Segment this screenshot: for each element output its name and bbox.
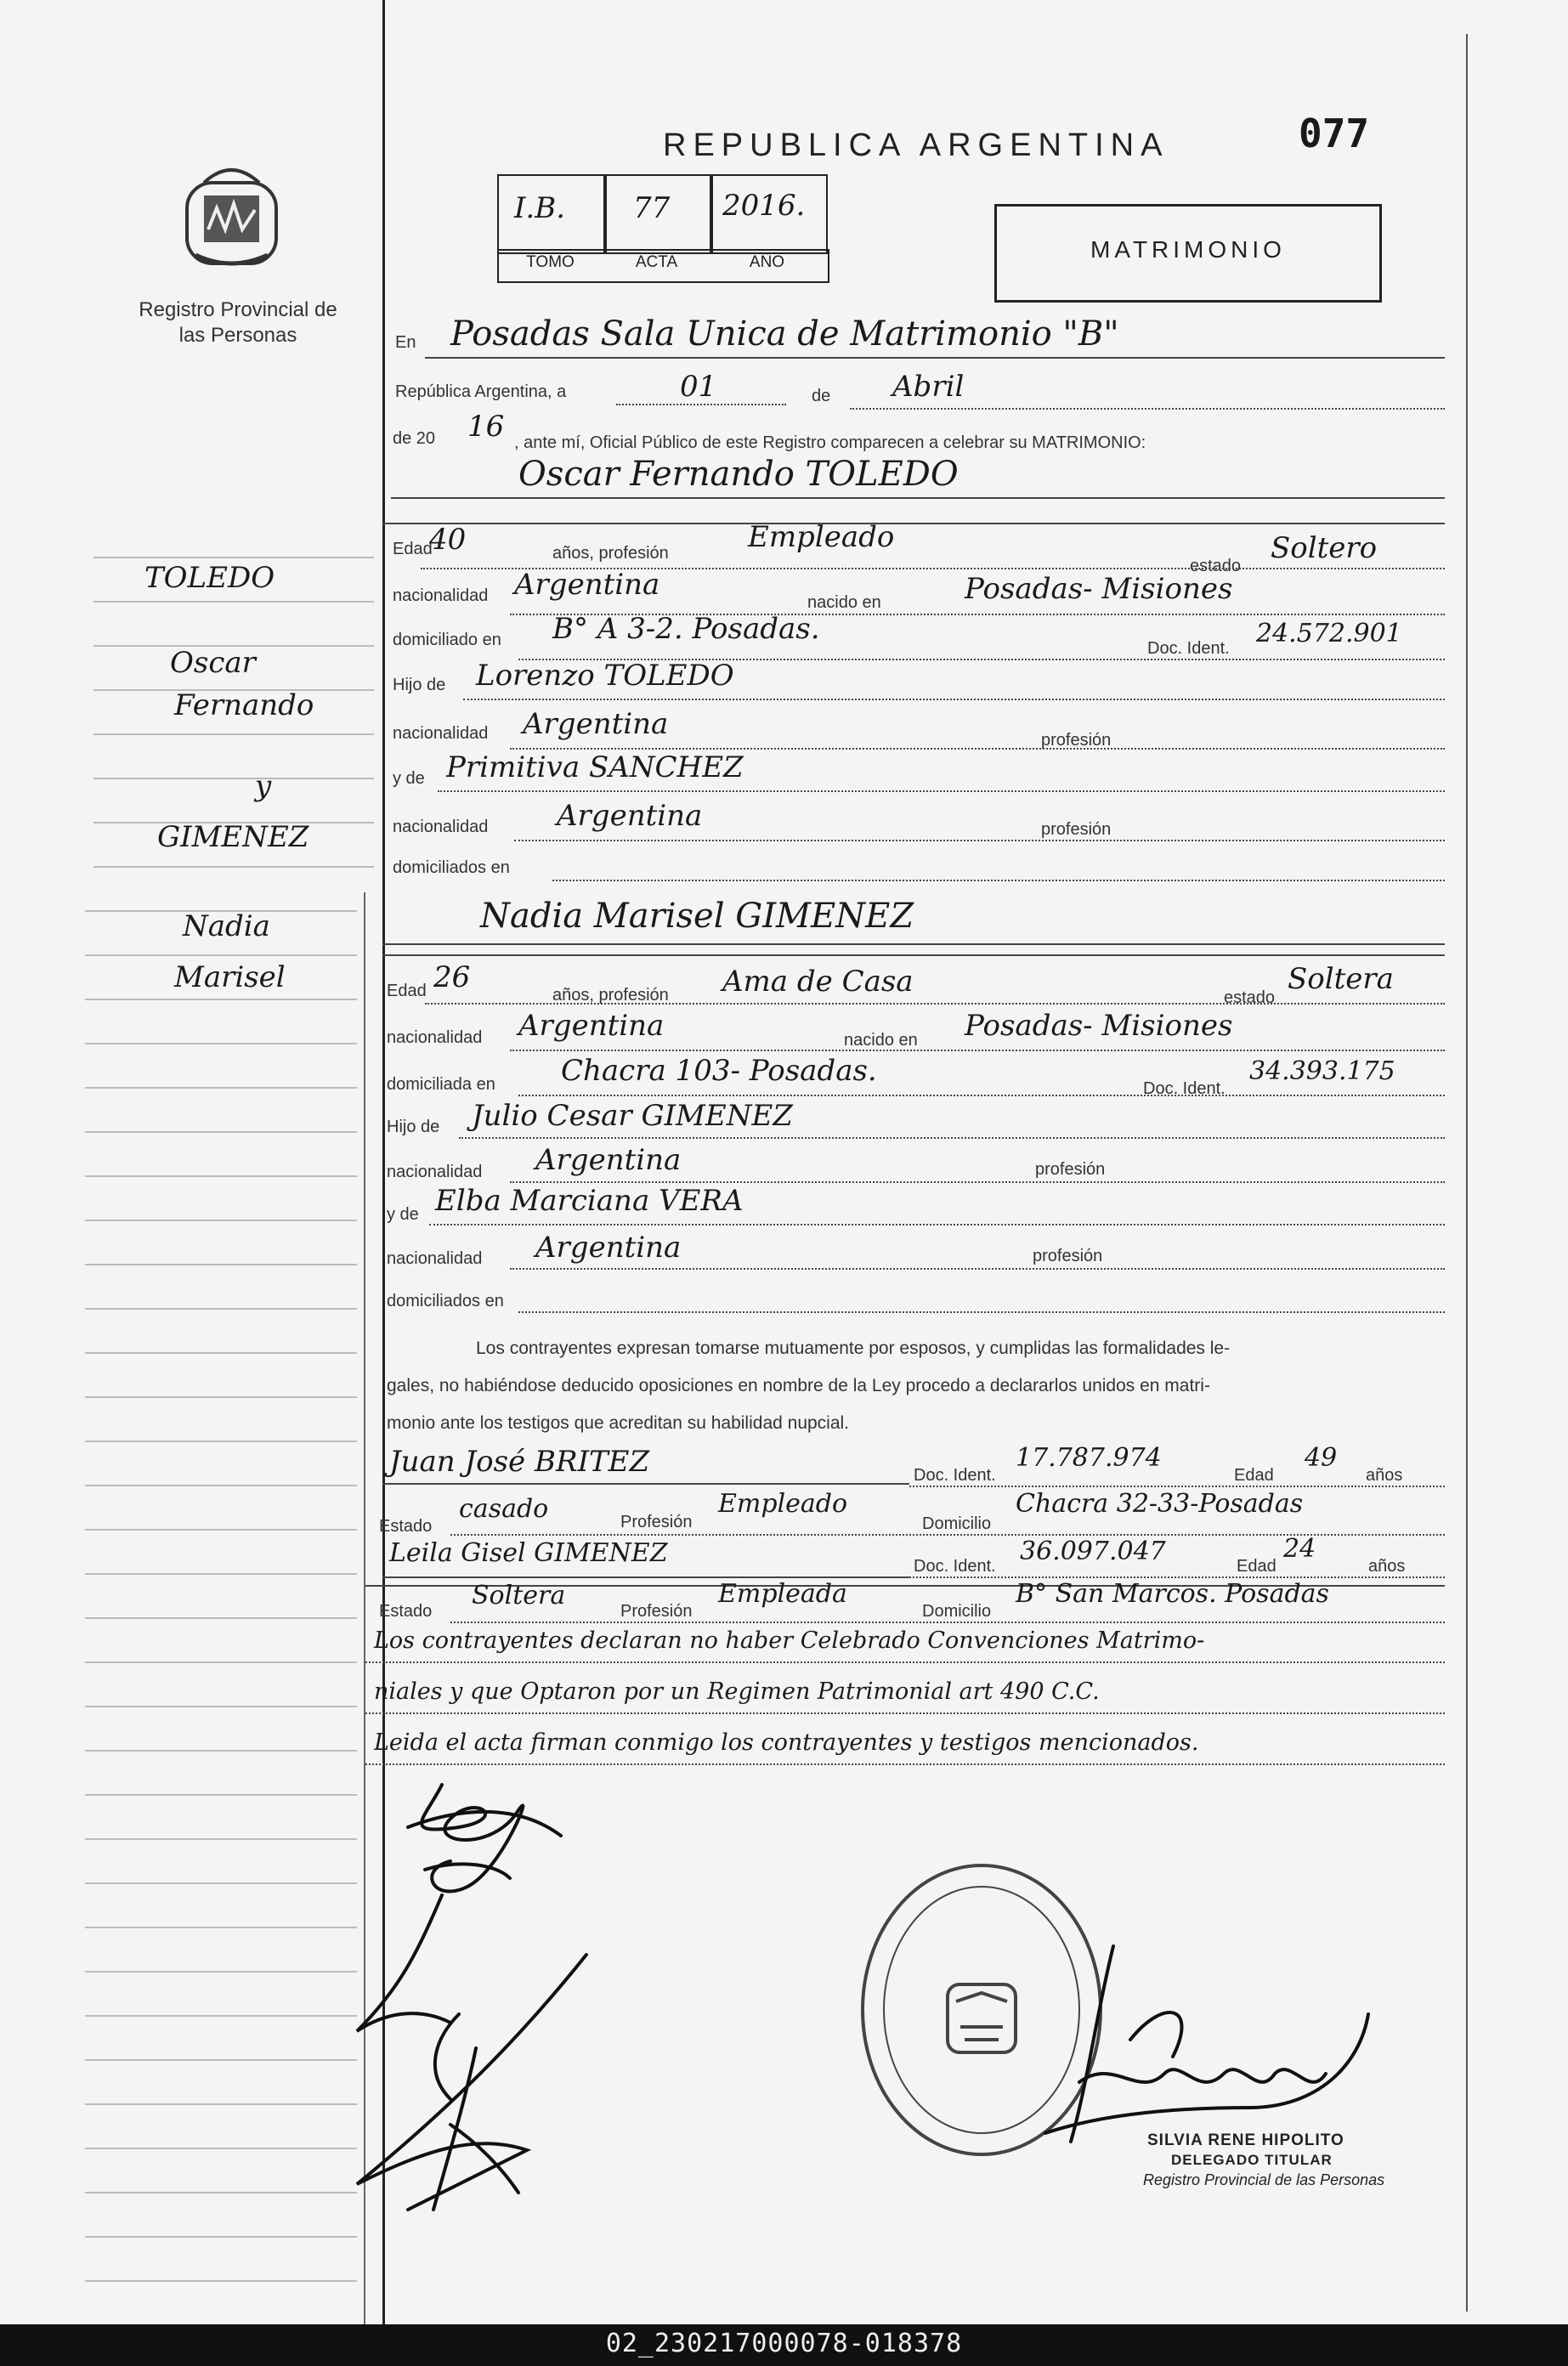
groom-nac-label: nacionalidad <box>393 586 489 605</box>
day: 01 <box>680 370 717 404</box>
left-ruled-line <box>85 1661 357 1663</box>
witness2-name: Leila Gisel GIMENEZ <box>389 1538 668 1568</box>
bride-edad-line <box>425 1003 1445 1005</box>
left-ruled-line <box>93 557 374 558</box>
witness1-profesion: Empleado <box>718 1489 848 1519</box>
official-signature <box>994 1912 1402 2167</box>
document-id: 02_230217000078-018378 <box>605 2329 963 2358</box>
bride-hijo-label: Hijo de <box>387 1118 440 1136</box>
groom-father-line <box>463 699 1445 700</box>
witness2-doc-line <box>909 1576 1445 1578</box>
bride-father: Julio Cesar GIMENEZ <box>472 1099 793 1133</box>
notes-line-3-rule <box>365 1763 1445 1765</box>
groom-mother-nac-line <box>514 840 1445 841</box>
witness1-estado-label: Estado <box>379 1517 433 1536</box>
bride-mother-prof-label: profesión <box>1033 1247 1103 1265</box>
left-ruled-line <box>85 1220 357 1221</box>
right-margin-line <box>1466 34 1468 2312</box>
witness2-estado: Soltera <box>472 1581 566 1610</box>
left-ruled-line <box>85 1264 357 1265</box>
bride-full-name: Nadia Marisel GIMENEZ <box>480 897 914 936</box>
de-20-label: de 20 <box>393 429 436 448</box>
tomo-value: I.B. <box>514 191 566 225</box>
bride-estado-label: estado <box>1224 988 1276 1007</box>
left-ruled-line <box>85 1043 357 1044</box>
witness2-estado-label: Estado <box>379 1602 433 1621</box>
witness2-profesion: Empleada <box>718 1579 847 1609</box>
sidebar-given-1b: Fernando <box>174 688 314 722</box>
groom-profesion: Empleado <box>748 520 895 554</box>
groom-father-nac-label: nacionalidad <box>393 724 489 743</box>
bride-domiciliados-line <box>518 1311 1445 1313</box>
bride-doc-label: Doc. Ident. <box>1143 1079 1226 1098</box>
groom-estado: Soltero <box>1271 531 1378 565</box>
left-ruled-line <box>85 1175 357 1177</box>
groom-nacido-label: nacido en <box>807 593 881 612</box>
groom-mother-nac: Argentina <box>557 799 703 833</box>
witness1-name: Juan José BRITEZ <box>389 1445 650 1479</box>
day-line <box>616 404 786 405</box>
sidebar-given-1a: Oscar <box>170 646 256 680</box>
groom-anios-prof-label: años, profesión <box>552 544 669 563</box>
left-ruled-line <box>93 778 374 779</box>
bride-nac-line <box>510 1050 1445 1051</box>
witness1-doc-label: Doc. Ident. <box>914 1466 996 1485</box>
declaration-line-3: monio ante los testigos que acreditan su habilidad nupcial. <box>387 1413 850 1433</box>
record-type: MATRIMONIO <box>1090 236 1286 263</box>
sidebar-given-2a: Nadia <box>183 909 270 943</box>
notes-line-3: Leida el acta firman conmigo los contrayentes y testigos mencionados. <box>374 1729 1199 1756</box>
groom-domiciliados-label: domiciliados en <box>393 858 510 877</box>
notes-line-2: niales y que Optaron por un Regimen Patrimonial art 490 C.C. <box>374 1678 1100 1705</box>
groom-mother-nac-label: nacionalidad <box>393 818 489 836</box>
witness2-estado-line <box>450 1622 1445 1623</box>
witness2-dom-label: Domicilio <box>922 1602 992 1621</box>
groom-yde-label: y de <box>393 769 425 788</box>
place: Posadas Sala Unica de Matrimonio "B" <box>450 314 1119 354</box>
groom-hijo-label: Hijo de <box>393 676 446 694</box>
declaration-line-2: gales, no habiéndose deducido oposiciones en nombre de la Ley procedo a declararlos unidos en matri- <box>387 1376 1210 1395</box>
witness2-edad: 24 <box>1283 1534 1316 1564</box>
place-line <box>425 357 1445 359</box>
witness2-prof-label: Profesión <box>620 1602 693 1621</box>
groom-father-nac: Argentina <box>523 707 669 741</box>
bride-domiciliados-label: domiciliados en <box>387 1292 504 1310</box>
signatures-drawing <box>306 1768 646 2244</box>
left-ruled-line <box>85 999 357 1000</box>
bride-doc: 34.393.175 <box>1249 1056 1395 1086</box>
left-ruled-line <box>93 733 374 735</box>
bride-nacido-en: Posadas- Misiones <box>965 1009 1233 1043</box>
bride-anios-prof-label: años, profesión <box>552 986 669 1005</box>
notes-line-1-rule <box>365 1661 1445 1663</box>
witness1-name-line <box>382 1483 909 1485</box>
witness1-anios-label: años <box>1366 1466 1403 1485</box>
witness1-doc-line <box>909 1486 1445 1487</box>
witness1-doc: 17.787.974 <box>1016 1443 1162 1473</box>
sidebar-given-2b: Marisel <box>174 960 286 994</box>
bride-mother-nac-line <box>510 1268 1445 1270</box>
bride-mother-nac-label: nacionalidad <box>387 1249 483 1268</box>
anio-value: 2016. <box>722 189 806 223</box>
year-suffix: 16 <box>467 410 505 444</box>
month-line <box>850 408 1445 410</box>
notes-line-1: Los contrayentes declaran no haber Celebrado Convenciones Matrimo- <box>374 1627 1205 1654</box>
before-me-text: , ante mí, Oficial Público de este Registro comparecen a celebrar su MATRIMONIO: <box>514 433 1146 452</box>
tomo-label: TOMO <box>526 253 575 271</box>
bride-name-line <box>382 943 1445 945</box>
groom-mother-line <box>438 790 1445 792</box>
groom-domicilio: B° A 3-2. Posadas. <box>552 612 820 646</box>
acta-labels-frame <box>497 249 829 283</box>
left-ruled-line <box>85 1750 357 1752</box>
month: Abril <box>892 370 965 404</box>
groom-father-nac-line <box>510 748 1445 750</box>
witness2-edad-label: Edad <box>1237 1557 1276 1576</box>
left-ruled-line <box>85 1529 357 1531</box>
bride-mother: Elba Marciana VERA <box>435 1184 744 1218</box>
bride-domicilio: Chacra 103- Posadas. <box>561 1054 877 1088</box>
witness1-domicilio: Chacra 32-33-Posadas <box>1016 1489 1304 1519</box>
page-number: 077 <box>1299 110 1370 156</box>
republic-label: República Argentina, a <box>395 382 567 401</box>
bride-yde-label: y de <box>387 1205 419 1224</box>
country-title: REPUBLICA ARGENTINA <box>663 127 1169 163</box>
left-ruled-line <box>85 1352 357 1354</box>
witness1-estado: casado <box>459 1494 549 1524</box>
sidebar-surname-1: TOLEDO <box>144 561 275 595</box>
witness2-doc: 36.097.047 <box>1020 1537 1166 1566</box>
groom-dom-label: domiciliado en <box>393 631 501 649</box>
registry-name: Registro Provincial de las Personas <box>139 298 337 347</box>
witness2-domicilio: B° San Marcos. Posadas <box>1016 1579 1329 1609</box>
declaration-text <box>387 1330 1419 1442</box>
groom-edad-label: Edad <box>393 540 433 558</box>
province-seal-icon <box>178 157 285 276</box>
bride-dom-label: domiciliada en <box>387 1075 495 1094</box>
bride-nac-label: nacionalidad <box>387 1028 483 1047</box>
bride-profesion: Ama de Casa <box>722 965 914 999</box>
groom-doc-label: Doc. Ident. <box>1147 639 1230 658</box>
groom-father-prof-label: profesión <box>1041 731 1112 750</box>
groom-father: Lorenzo TOLEDO <box>476 659 734 693</box>
groom-nacido-en: Posadas- Misiones <box>965 572 1233 606</box>
bride-edad-label: Edad <box>387 982 427 1000</box>
witness1-dom-label: Domicilio <box>922 1514 992 1533</box>
declaration-line-1: Los contrayentes expresan tomarse mutuamente por esposos, y cumplidas las formalidades le- <box>476 1339 1231 1358</box>
groom-mother-prof-label: profesión <box>1041 820 1112 839</box>
anio-label: AÑO <box>749 253 785 271</box>
left-ruled-line <box>85 954 357 956</box>
en-label: En <box>395 333 416 352</box>
witness2-name-line <box>382 1576 909 1578</box>
bride-mother-nac: Argentina <box>535 1231 682 1265</box>
groom-doc: 24.572.901 <box>1256 619 1402 648</box>
bride-mother-line <box>429 1224 1445 1225</box>
groom-edad: 40 <box>429 523 467 557</box>
left-ruled-line <box>85 1485 357 1486</box>
bride-nacido-label: nacido en <box>844 1031 918 1050</box>
groom-estado-label: estado <box>1190 557 1242 575</box>
bride-father-nac: Argentina <box>535 1143 682 1177</box>
bride-edad: 26 <box>433 960 471 994</box>
bride-father-line <box>459 1137 1445 1139</box>
groom-full-name: Oscar Fernando TOLEDO <box>518 455 959 494</box>
bride-father-nac-line <box>510 1181 1445 1183</box>
groom-nacionalidad: Argentina <box>514 568 660 602</box>
bride-father-nac-label: nacionalidad <box>387 1163 483 1181</box>
witness2-anios-label: años <box>1368 1557 1406 1576</box>
acta-value: 77 <box>633 191 671 225</box>
groom-name-line <box>391 497 1445 499</box>
left-ruled-line <box>85 1396 357 1398</box>
official-institution: Registro Provincial de las Personas <box>1143 2171 1385 2188</box>
witness2-doc-label: Doc. Ident. <box>914 1557 996 1576</box>
de-label: de <box>812 387 831 405</box>
bride-section-rule <box>382 954 1445 956</box>
left-ruled-line <box>85 1706 357 1707</box>
left-ruled-line <box>85 1131 357 1133</box>
witness1-edad-label: Edad <box>1234 1466 1274 1485</box>
left-ruled-line <box>85 1087 357 1089</box>
left-ruled-line <box>85 1573 357 1575</box>
sidebar-conj: y <box>255 769 272 803</box>
left-ruled-line <box>93 866 374 868</box>
sidebar-surname-2: GIMENEZ <box>157 820 309 854</box>
bride-nacionalidad: Argentina <box>518 1009 665 1043</box>
official-name: SILVIA RENE HIPOLITO <box>1147 2131 1344 2149</box>
groom-mother: Primitiva SANCHEZ <box>446 750 744 784</box>
bride-dom-line <box>518 1095 1445 1096</box>
left-ruled-line <box>85 1441 357 1442</box>
witness1-prof-label: Profesión <box>620 1513 693 1531</box>
official-title: DELEGADO TITULAR <box>1171 2152 1333 2168</box>
left-ruled-line <box>85 1617 357 1619</box>
left-ruled-line <box>93 601 374 603</box>
left-ruled-line <box>85 1308 357 1310</box>
acta-label: ACTA <box>635 253 678 271</box>
left-ruled-line <box>85 2280 357 2282</box>
notes-line-2-rule <box>365 1712 1445 1714</box>
bride-estado: Soltera <box>1288 962 1394 996</box>
groom-domiciliados-line <box>552 880 1445 881</box>
groom-section-rule <box>382 523 1445 524</box>
bride-father-prof-label: profesión <box>1035 1160 1106 1179</box>
witness1-edad: 49 <box>1305 1443 1338 1473</box>
